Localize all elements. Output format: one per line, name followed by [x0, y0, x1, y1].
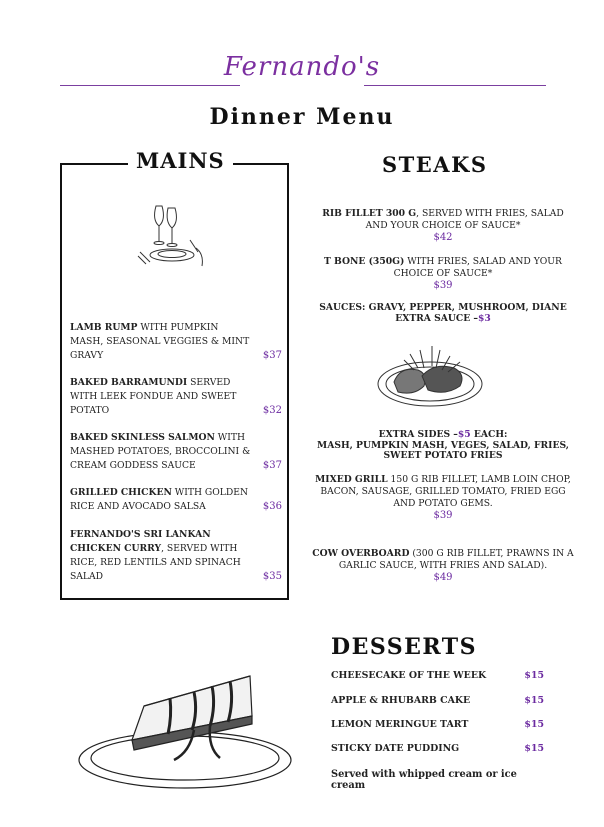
item-name: MIXED GRILL [315, 474, 388, 485]
item-desc: WITH FRIES, SALAD AND YOUR CHOICE OF SAUCE* [393, 256, 562, 279]
extra-sides-each: EACH: [470, 429, 508, 440]
item-price: $39 [433, 280, 453, 291]
header-rule-right [364, 85, 546, 86]
cheesecake-icon [74, 668, 296, 792]
header-rule-left [60, 85, 240, 86]
item-price: $49 [433, 572, 453, 583]
item-price: $36 [262, 501, 282, 512]
steak-item-rib-fillet [312, 208, 574, 244]
item-price: $32 [262, 405, 282, 416]
item-desc: SERVED WITH LEEK FONDUE AND SWEET POTATO [70, 377, 237, 416]
dessert-item [331, 670, 544, 681]
item-price: $35 [262, 571, 282, 582]
steak-item-mixed-grill [312, 474, 574, 522]
item-name: RIB FILLET 300 G [322, 208, 417, 219]
brand-logo: Fernando's [223, 52, 381, 82]
item-desc: , SERVED WITH FRIES, SALAD AND YOUR CHOICE OF SAUCE* [365, 208, 564, 231]
mains-item-barramundi [70, 376, 282, 418]
item-desc: , SERVED WITH RICE, RED LENTILS AND SPINACH SALAD [70, 543, 241, 582]
steak-extra-sides [312, 430, 574, 462]
item-name: CHEESECAKE OF THE WEEK [331, 670, 487, 681]
mains-item-grilled-chicken [70, 486, 282, 514]
item-price: $15 [524, 695, 544, 706]
steak-item-t-bone [312, 256, 574, 292]
item-name: COW OVERBOARD [312, 548, 410, 559]
mains-item-chicken-curry [70, 528, 282, 584]
wine-glasses-place-setting-icon [132, 200, 214, 272]
item-desc: (300 G RIB FILLET, PRAWNS IN A GARLIC SAUCE, WITH FRIES AND SALAD). [338, 548, 574, 571]
item-name: T BONE (350G) [324, 256, 405, 267]
item-name: FERNANDO'S SRI LANKAN CHICKEN CURRY [70, 529, 211, 554]
dessert-item [331, 695, 544, 706]
item-price: $37 [262, 350, 282, 361]
item-name: GRILLED CHICKEN [70, 487, 172, 498]
dessert-item [331, 719, 544, 730]
page-title: Dinner Menu [209, 104, 395, 130]
item-price: $15 [524, 743, 544, 754]
item-price: $15 [524, 719, 544, 730]
item-name: LEMON MERINGUE TART [331, 719, 469, 730]
item-name: APPLE & RHUBARB CAKE [331, 695, 471, 706]
item-name: STICKY DATE PUDDING [331, 743, 460, 754]
mains-item-lamb-rump [70, 321, 282, 363]
item-price: $37 [262, 460, 282, 471]
extra-sides-price: $5 [457, 429, 471, 440]
extra-sauce-price: $3 [478, 313, 491, 324]
extra-sides-list: MASH, PUMPKIN MASH, VEGES, SALAD, FRIES, SWEET POTATO FRIES [317, 439, 569, 461]
steak-sauces [312, 302, 574, 324]
item-desc: WITH GOLDEN RICE AND AVOCADO SALSA [70, 487, 248, 512]
item-price: $39 [433, 510, 453, 521]
item-price: $15 [524, 670, 544, 681]
desserts-note: Served with whipped cream or ice cream [331, 769, 517, 791]
steak-plate-icon [374, 340, 486, 410]
steak-item-cow-overboard [312, 548, 574, 584]
dessert-item [331, 743, 544, 754]
item-name: BAKED SKINLESS SALMON [70, 432, 215, 443]
desserts-heading: DESSERTS [331, 634, 478, 660]
extra-sides-label: EXTRA SIDES – [378, 429, 458, 440]
item-desc: WITH MASHED POTATOES, BROCCOLINI & CREAM GODDESS SAUCE [70, 432, 251, 471]
extra-sauce-label: EXTRA SAUCE – [395, 313, 479, 324]
item-price: $42 [433, 232, 453, 243]
item-name: BAKED BARRAMUNDI [70, 377, 188, 388]
item-desc: 150 G RIB FILLET, LAMB LOIN CHOP, BACON, SAUSAGE, GRILLED TOMATO, FRIED EGG AND POTATO GEMS. [320, 474, 571, 509]
mains-heading: MAINS [128, 148, 233, 173]
mains-item-salmon [70, 431, 282, 473]
sauces-list: SAUCES: GRAVY, PEPPER, MUSHROOM, DIANE [319, 302, 567, 313]
item-name: LAMB RUMP [70, 322, 138, 333]
item-desc: WITH PUMPKIN MASH, SEASONAL VEGGIES & MINT GRAVY [70, 322, 250, 361]
steaks-heading: STEAKS [382, 152, 488, 177]
